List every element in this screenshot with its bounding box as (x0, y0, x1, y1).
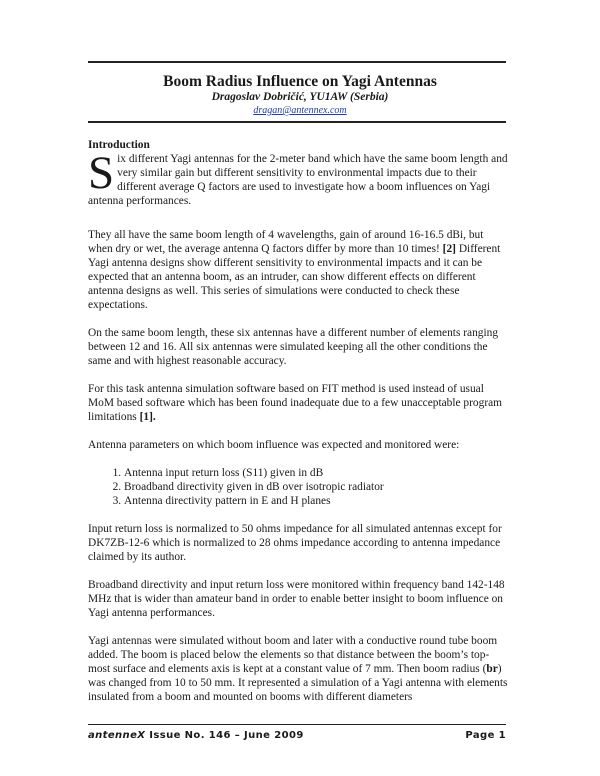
footer-rule (88, 724, 506, 725)
monitored-parameters-list (88, 466, 508, 508)
top-rule (88, 61, 506, 63)
article-body (88, 138, 508, 718)
footer-page-number: Page 1 (465, 730, 506, 741)
paragraph-8-text-b: ) was changed from 10 to 50 mm. It represented a simulation of a Yagi antenna with elements insulated from a boom and mounted on booms with different diameters (88, 663, 508, 703)
paragraph-2-text-a: They all have the same boom length of 4 wavelengths, gain of around 16-16.5 dBi, but when dry or wet, the average antenna Q factors differ by more than 10 times! (88, 229, 484, 255)
paragraph-4 (88, 382, 508, 424)
drop-cap: S (88, 147, 115, 199)
paragraph-intro-text: ix different Yagi antennas for the 2-meter band which have the same boom length and very similar gain but different sensitivity to environmental impacts due to their different average Q factors are used to investigate how a boom influences on Yagi antenna performances. (88, 153, 508, 207)
paragraph-5: Antenna parameters on which boom influence was expected and monitored were: (88, 439, 460, 451)
section-heading-introduction: Introduction (88, 139, 150, 151)
reference-1: [1]. (139, 411, 156, 423)
paragraph-intro (88, 147, 508, 208)
paragraph-8-text-a: Yagi antennas were simulated without boom and later with a conductive round tube boom added. The boom is placed below the elements so that distance between the boom’s top-most surface and elements axis is kept at a constant value of 7 mm. Then boom radius ( (88, 635, 498, 675)
boom-radius-symbol: br (486, 663, 498, 675)
paragraph-2-text-b: Different Yagi antenna designs show different sensitivity to environmental impacts and it can be expected that an antenna boom, as an intruder, can show different effects on different antenna designs as well. This series of simulations were conducted to check these expectations. (88, 243, 501, 311)
footer-issue (88, 730, 304, 741)
paragraph-2 (88, 228, 508, 312)
paragraph-7: Broadband directivity and input return loss were monitored within frequency band 142-148 MHz that is wider than amateur band in order to enable better insight to boom influence on Yagi antenna performances. (88, 579, 505, 619)
list-item: 3. Antenna directivity pattern in E and H planes (124, 494, 508, 508)
header-bottom-rule (88, 121, 506, 123)
paragraph-4-text: For this task antenna simulation software based on FIT method is used instead of usual MoM based software which has been found inadequate due to a few unacceptable program limitations (88, 383, 503, 423)
article-title: Boom Radius Influence on Yagi Antennas (163, 73, 437, 90)
footer-brand: antenneX (88, 730, 146, 741)
article-author: Dragoslav Dobričić, YU1AW (Serbia) (211, 91, 389, 103)
list-item: 1. Antenna input return loss (S11) given in dB (124, 466, 508, 480)
paragraph-6: Input return loss is normalized to 50 ohms impedance for all simulated antennas except for DK7ZB-12-6 which is normalized to 28 ohms impedance according to antenna impedance claimed by its author. (88, 523, 502, 563)
reference-2: [2] (442, 243, 456, 255)
paragraph-3: On the same boom length, these six antennas have a different number of elements ranging between 12 and 16. All six antennas were simulated keeping all the other conditions the same and with highest reasonable accuracy. (88, 327, 499, 367)
footer-issue-text: Issue No. 146 – June 2009 (145, 730, 304, 741)
paragraph-8 (88, 634, 508, 704)
list-item: 2. Broadband directivity given in dB over isotropic radiator (124, 480, 508, 494)
author-email-link[interactable]: dragan@antennex.com (253, 105, 347, 116)
